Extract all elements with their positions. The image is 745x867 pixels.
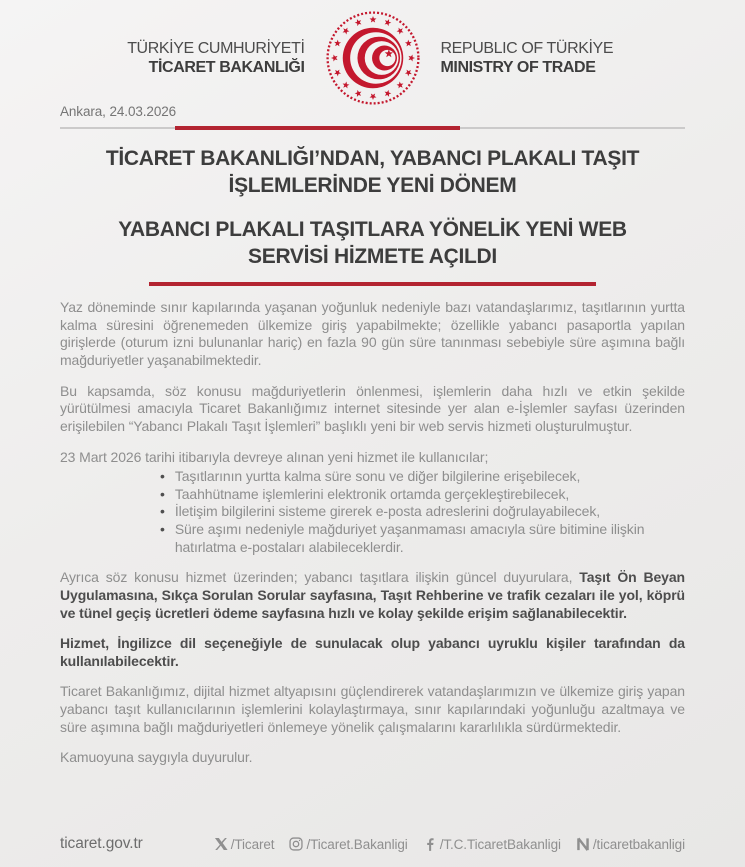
social-links — [214, 837, 685, 852]
headline-line2: İŞLEMLERİNDE YENİ DÖNEM — [228, 174, 517, 198]
closing-line: Kamuoyuna saygıyla duyurulur. — [60, 749, 253, 766]
website-link[interactable]: ticaret.gov.tr — [60, 835, 143, 852]
paragraph-1: Yaz döneminde sınır kapılarında yaşanan yoğunluk nedeniyle bazı vatandaşlarımız, taşıtlarının yurtta kalma süresini öğrenemeden ülkemize giriş yapabilmekte; özellikle yabancı pasaportla yapılan girişlerde (oturum izni bulunanlar hariç) en fazla 90 gün süre tanınması sebebiyle süre aşımına bağlı mağduriyetler yaşanabilmektedir. — [60, 299, 685, 369]
bullet-text: • Taahhütname işlemlerini elektronik ortamda gerçekleştirebilecek, — [174, 485, 570, 502]
subheadline-line1: YABANCI PLAKALI TAŞITLARA YÖNELİK YENİ WEB — [118, 217, 627, 241]
subheadline-divider — [149, 282, 596, 286]
letterhead-right — [441, 39, 646, 77]
instagram-icon — [289, 837, 303, 851]
bullet-text: • İletişim bilgilerini sisteme girerek e-posta adreslerini doğrulayabilecek, — [174, 503, 601, 520]
social-link-nsosyal[interactable] — [576, 837, 685, 852]
paragraph-4-bold: Taşıt Ön Beyan Uygulamasına, Sıkça Sorulan Sorular sayfasına, Taşıt Rehberine ve trafik cezaları ile yol, köprü ve tünel geçiş ücretleri ödeme sayfasına hızlı ve kolay şekilde erişim sağlanabilecektir. — [60, 569, 685, 621]
x-icon — [214, 837, 228, 851]
social-link-instagram[interactable] — [289, 837, 407, 852]
letterhead — [0, 0, 745, 106]
bullet-text: • Taşıtlarının yurtta kalma süre sonu ve diğer bilgilerine erişebilecek, — [174, 468, 581, 485]
ministry-of-trade-emblem-icon — [325, 10, 421, 106]
footer — [60, 835, 685, 853]
paragraph-2: Bu kapsamda, söz konusu mağduriyetlerin önlenmesi, işlemlerin daha hızlı ve etkin şekilde yürütülmesi amacıyla Ticaret Bakanlığımız internet sitesinde yer alan e-İşlemler sayfası üzerinden erişilebilen “Yabancı Plakalı Taşıt İşlemleri” başlıklı yeni bir web servis hizmeti oluşturulmuştur. — [60, 382, 685, 434]
bullet-list — [60, 468, 685, 556]
document-body — [0, 104, 745, 767]
list-item — [60, 468, 685, 486]
paragraph-6: Ticaret Bakanlığımız, dijital hizmet altyapısını güçlendirerek vatandaşlarımızın ve ülkemize giriş yapan yabancı taşıt kullanıcılarının işlemlerini kolaylaştırmaya, sınır kapılarındaki yoğunluğu azaltmaya ve süre aşımına bağlı mağduriyetleri önlemeye yönelik çalışmalarını kararlılıkla sürdürmektedir. — [60, 683, 685, 735]
facebook-icon — [423, 837, 437, 851]
list-item — [60, 486, 685, 504]
social-handle: /Ticaret.Bakanligi — [306, 836, 408, 852]
letterhead-right-line1: REPUBLIC OF TÜRKİYE — [440, 39, 614, 57]
nsosyal-icon — [576, 837, 590, 851]
headline-line1: TİCARET BAKANLIĞI’NDAN, YABANCI PLAKALI TAŞIT — [105, 147, 640, 170]
headline — [60, 145, 685, 200]
social-link-x[interactable] — [214, 837, 275, 852]
subheadline — [60, 216, 685, 271]
social-handle: /Ticaret — [230, 836, 275, 852]
paragraph-4-normal: Ayrıca söz konusu hizmet üzerinden; yabancı taşıtlara ilişkin güncel duyurulara, — [60, 569, 580, 586]
bullet-text: • Süre aşımı nedeniyle mağduriyet yaşanmaması amacıyla süre bitimine ilişkin hatırlatma e-postaları alabileceklerdir. — [174, 521, 645, 555]
list-item — [60, 521, 685, 556]
letterhead-left — [100, 39, 305, 77]
social-handle: /T.C.TicaretBakanligi — [439, 836, 561, 852]
subheadline-line2: SERVİSİ HİZMETE AÇILDI — [248, 244, 497, 268]
list-intro: 23 Mart 2026 tarihi itibarıyla devreye alınan yeni hizmet ile kullanıcılar; — [60, 448, 489, 465]
letterhead-left-line1: TÜRKİYE CUMHURİYETİ — [127, 39, 305, 57]
social-link-facebook[interactable] — [423, 837, 561, 852]
letterhead-right-line2: MINISTRY OF TRADE — [440, 59, 596, 76]
paragraph-4 — [60, 569, 685, 622]
letterhead-left-line2: TİCARET BAKANLIĞI — [148, 59, 305, 76]
list-item — [60, 503, 685, 521]
paragraph-5: Hizmet, İngilizce dil seçeneğiyle de sunulacak olup yabancı uyruklu kişiler tarafından da kullanılabilecektir. — [60, 635, 685, 669]
dateline: Ankara, 24.03.2026 — [60, 104, 177, 119]
header-divider — [60, 126, 685, 130]
social-handle: /ticaretbakanligi — [592, 836, 685, 852]
